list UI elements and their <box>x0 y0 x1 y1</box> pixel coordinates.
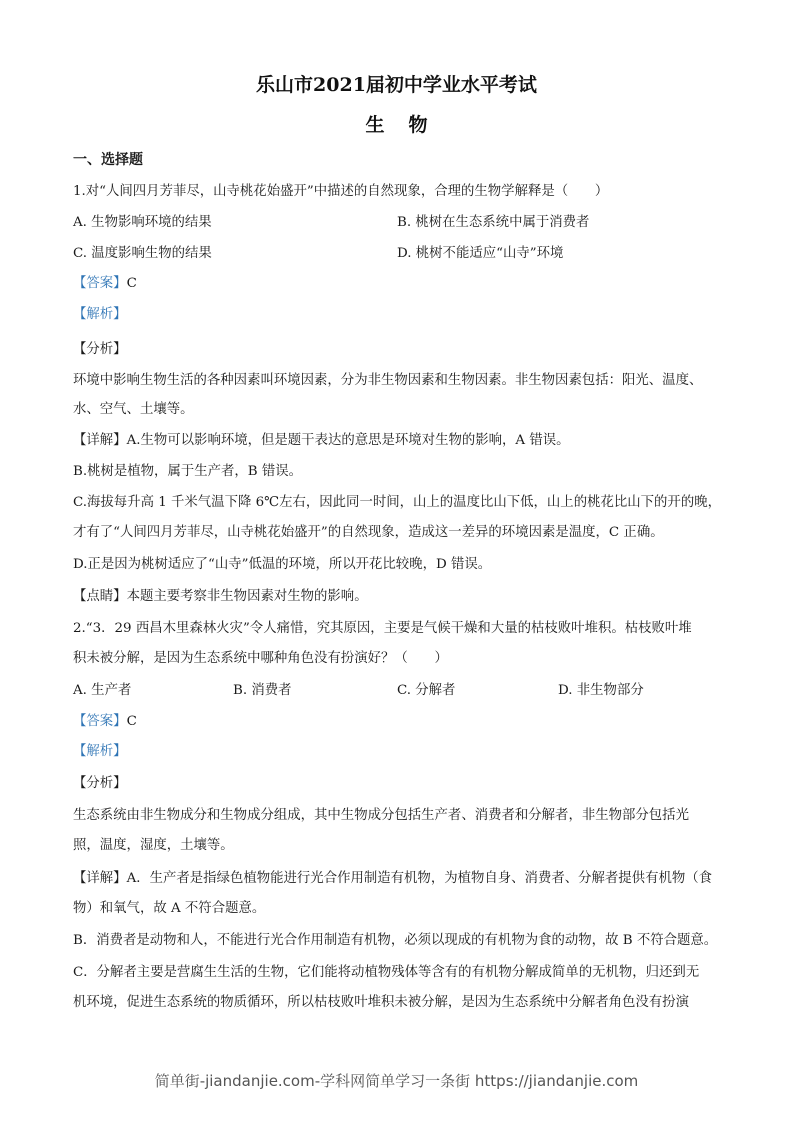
q1-detail-tag: 【详解】 <box>73 433 127 448</box>
q1-dianjing-row <box>73 587 733 607</box>
q2-analysis-tag: 【解析】 <box>73 744 127 759</box>
q2-detail-tag: 【详解】 <box>73 871 127 886</box>
section-heading: 一、选择题 <box>73 152 143 168</box>
q1-answer-tag: 【答案】 <box>73 276 127 291</box>
q1-answer-row <box>73 274 733 294</box>
q1-detail-a: A.生物可以影响环境，但是题干表达的意思是环境对生物的影响，A 错误。 <box>126 433 570 448</box>
q1-analysis-tag: 【解析】 <box>73 307 127 322</box>
q2-detail-c-1: C．分解者主要是营腐生生活的生物，它们能将动植物残体等含有的有机物分解成简单的无机物，归还到无 <box>73 965 700 980</box>
q2-fenxi-tag: 【分析】 <box>73 776 127 791</box>
q1-fenxi-line-2: 水、空气、土壤等。 <box>73 402 194 417</box>
q1-fenxi-tag: 【分析】 <box>73 342 127 357</box>
q2-answer-row <box>73 712 733 732</box>
q2-stem-1: 2.“3．29 西昌木里森林火灾”令人痛惜，究其原因，主要是气候干燥和大量的枯枝败叶堆积。枯枝败叶堆 <box>73 621 692 636</box>
q1-fenxi-line-1: 环境中影响生物生活的各种因素叫环境因素，分为非生物因素和生物因素。非生物因素包括：阳光、温度、 <box>73 373 703 388</box>
q1-option-a: A. 生物影响环境的结果 <box>73 215 212 230</box>
q2-detail-a-1: A．生产者是指绿色植物能进行光合作用制造有机物，为植物自身、消费者、分解者提供有机物（食 <box>126 871 713 886</box>
q1-detail-d: D.正是因为桃树适应了“山寺”低温的环境，所以开花比较晚，D 错误。 <box>73 557 492 572</box>
q1-stem: 1.对“人间四月芳菲尽，山寺桃花始盛开”中描述的自然现象，合理的生物学解释是（ ） <box>73 184 609 199</box>
footer-watermark: 简单街-jiandanjie.com-学科网简单学习一条街 https://jiandanjie.com <box>154 1072 639 1090</box>
q1-dianjing: 本题主要考察非生物因素对生物的影响。 <box>126 589 368 604</box>
q1-dianjing-tag: 【点睛】 <box>73 589 127 604</box>
q2-detail-b: B．消费者是动物和人，不能进行光合作用制造有机物，必须以现成的有机物为食的动物，故 B 不符合题意。 <box>73 933 718 948</box>
q1-detail-c-1: C.海拔每升高 1 千米气温下降 6℃左右，因此同一时间，山上的温度比山下低，山上的桃花比山下的开的晚， <box>73 495 721 510</box>
q2-fenxi-line-1: 生态系统由非生物成分和生物成分组成，其中生物成分包括生产者、消费者和分解者，非生物部分包括光 <box>73 808 689 823</box>
q2-option-c: C. 分解者 <box>397 683 456 698</box>
q2-option-a: A. 生产者 <box>73 683 132 698</box>
q2-detail-c-2: 机环境，促进生态系统的物质循环，所以枯枝败叶堆积未被分解，是因为生态系统中分解者角色没有扮演 <box>73 995 689 1010</box>
q1-option-b: B. 桃树在生态系统中属于消费者 <box>397 215 590 230</box>
q1-detail-b: B.桃树是植物，属于生产者，B 错误。 <box>73 464 303 479</box>
q2-answer-tag: 【答案】 <box>73 714 127 729</box>
q2-stem-2: 积未被分解，是因为生态系统中哪种角色没有扮演好？（ ） <box>73 651 448 666</box>
q2-option-b: B. 消费者 <box>233 683 292 698</box>
q2-option-d: D. 非生物部分 <box>558 683 644 698</box>
q2-detail-a-2: 物）和氧气，故 A 不符合题意。 <box>73 901 266 916</box>
q1-option-c: C. 温度影响生物的结果 <box>73 246 212 261</box>
q1-detail-c-2: 才有了“人间四月芳菲尽，山寺桃花始盛开”的自然现象，造成这一差异的环境因素是温度，C 正确。 <box>73 525 664 540</box>
exam-title: 乐山市2021届初中学业水平考试 <box>256 74 537 96</box>
q2-answer: C <box>126 714 137 729</box>
q2-fenxi-line-2: 照，温度，湿度，土壤等。 <box>73 838 234 853</box>
subject-title: 生物 <box>365 114 452 136</box>
q2-detail-a-row <box>73 869 733 889</box>
q1-detail-a-row <box>73 431 733 451</box>
q1-option-d: D. 桃树不能适应“山寺”环境 <box>397 246 564 261</box>
q1-answer: C <box>126 276 137 291</box>
